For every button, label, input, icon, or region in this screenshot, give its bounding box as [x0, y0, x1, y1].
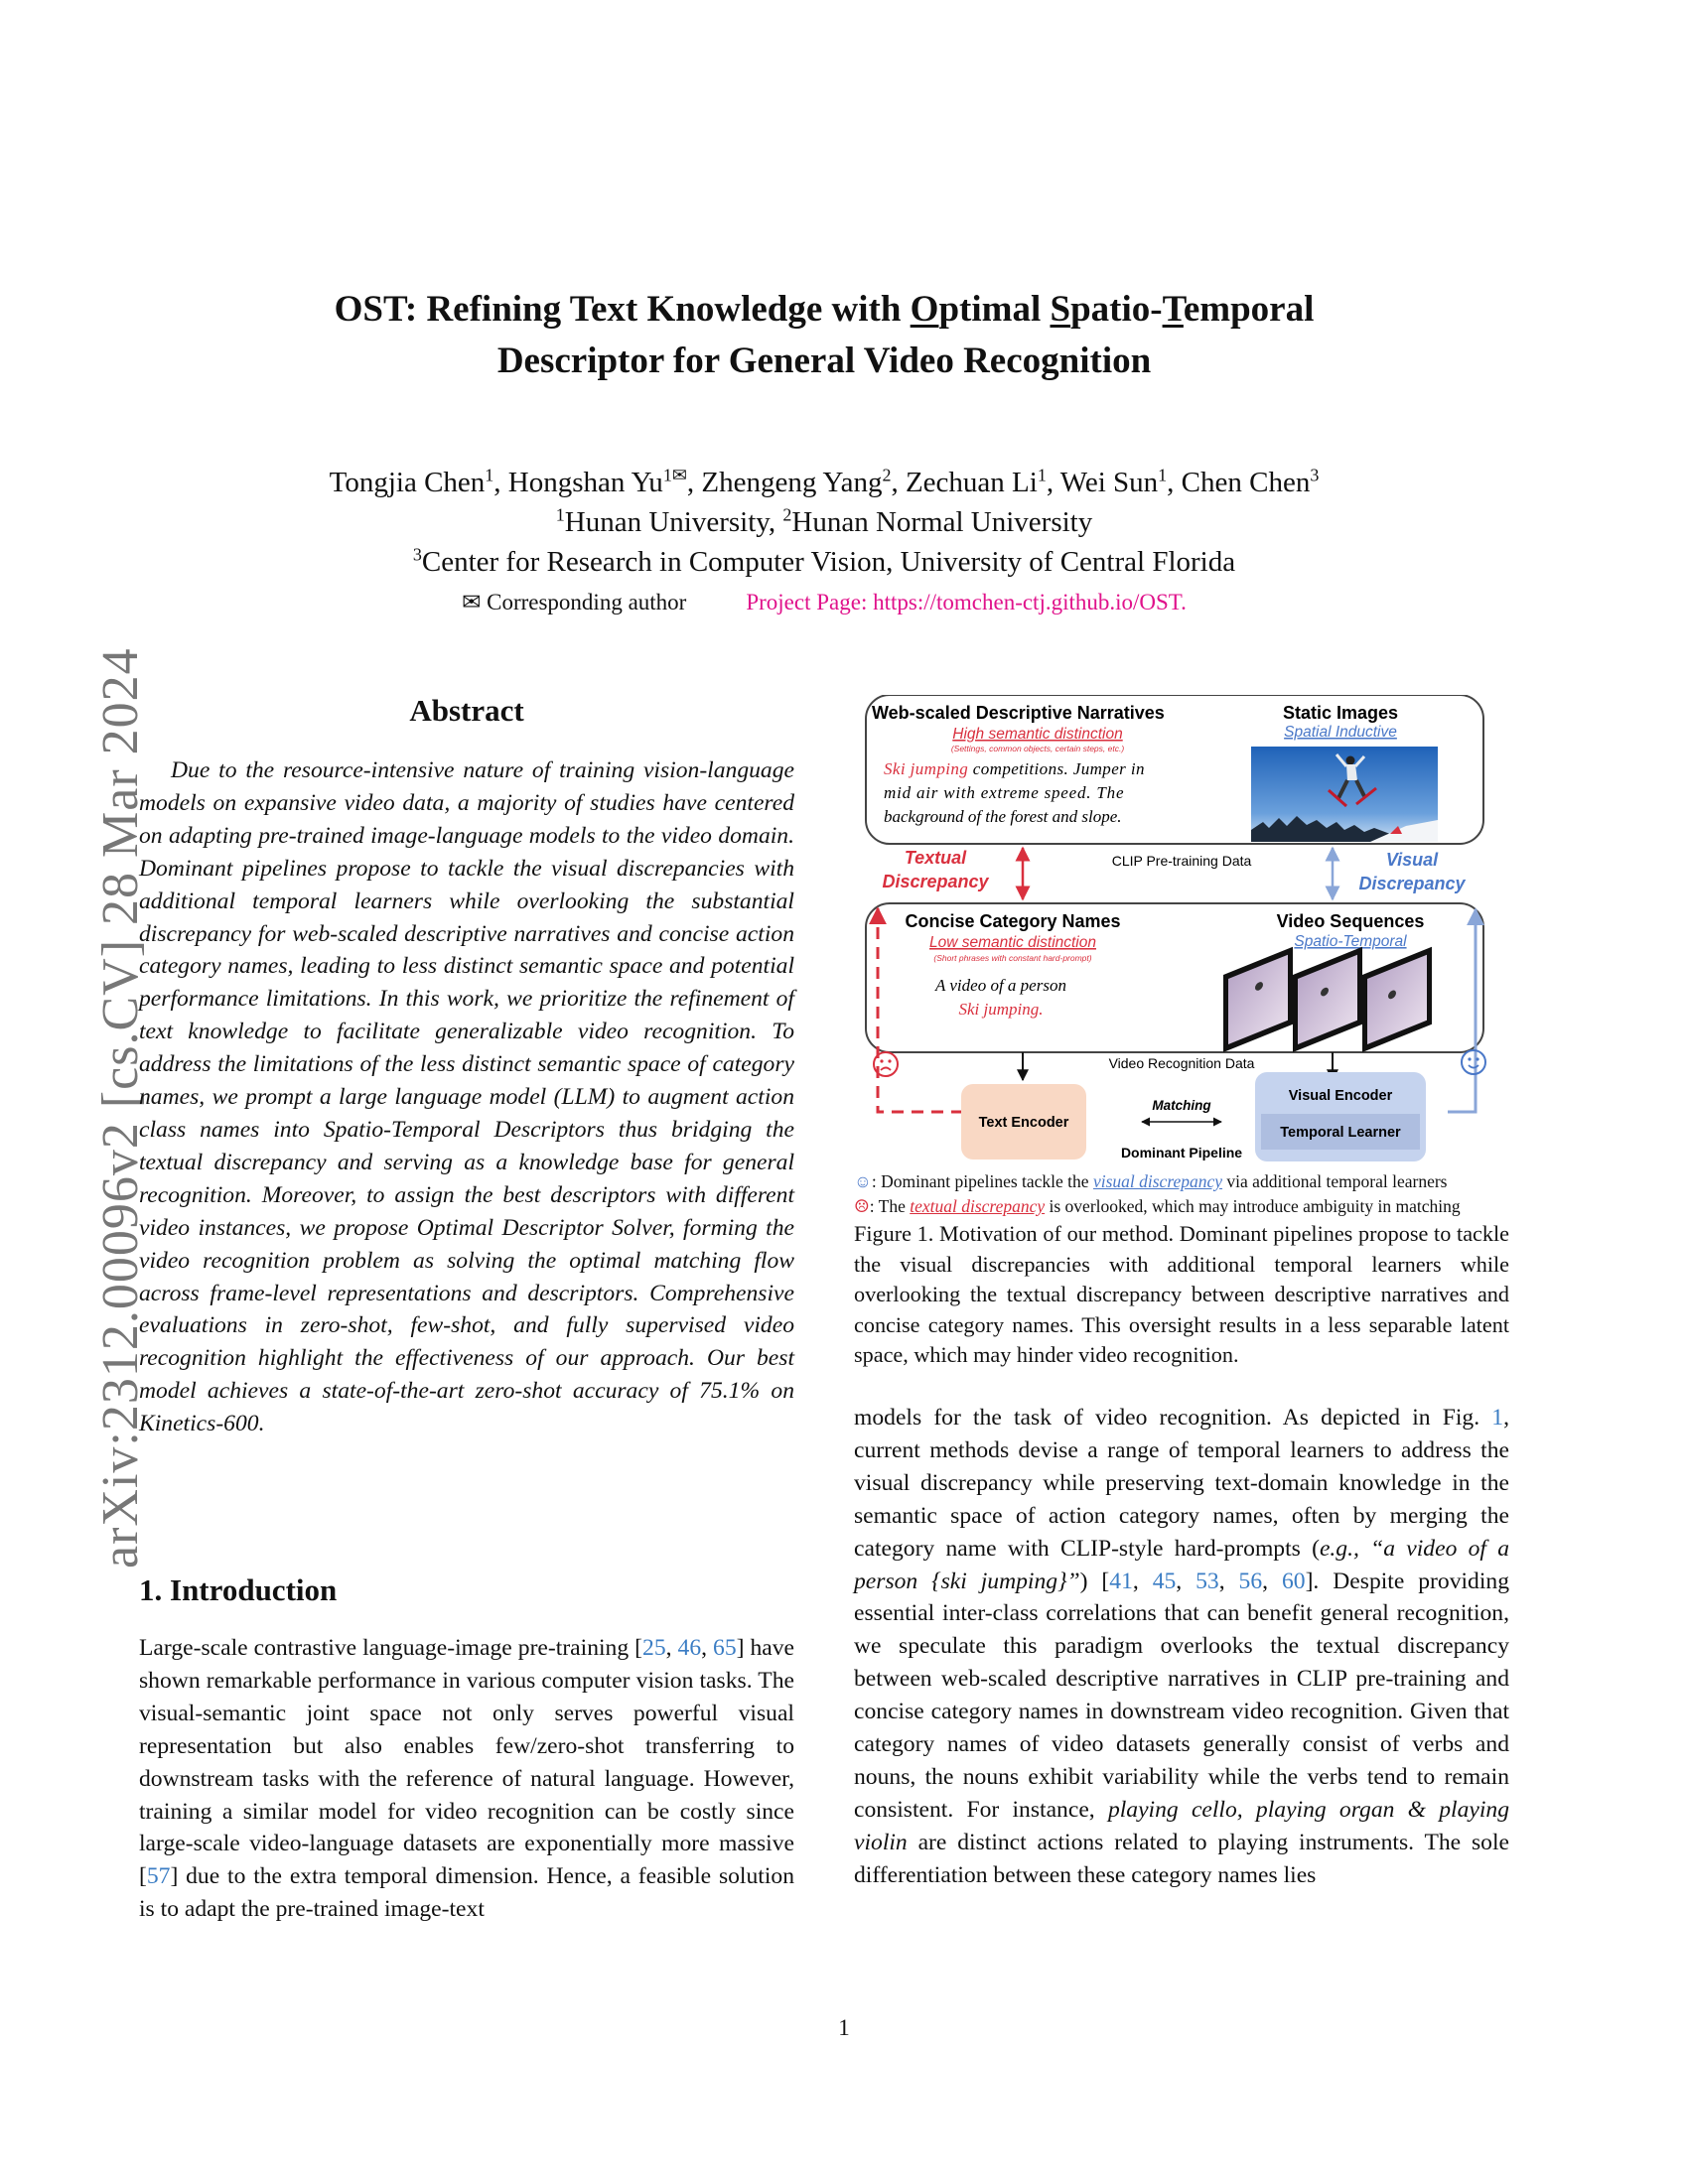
video-sequences-title: Video Sequences — [1276, 911, 1425, 931]
narratives-title: Web-scaled Descriptive Narratives — [872, 703, 1165, 723]
clip-data-label: CLIP Pre-training Data — [1111, 853, 1252, 869]
affiliation-text: Hunan University, — [564, 506, 783, 538]
example-prompt: e.g., “a video of a person {ski jumping}” — [854, 1535, 1509, 1594]
affiliation-text: Hunan Normal University — [791, 506, 1093, 538]
paper-title — [179, 284, 1470, 387]
author-name: Wei Sun — [1059, 467, 1159, 498]
title-part: emporal — [1183, 289, 1315, 330]
video-data-label: Video Recognition Data — [1108, 1055, 1255, 1071]
video-frame-2 — [1293, 947, 1362, 1052]
video-frame-1 — [1223, 947, 1293, 1052]
title-part: patio- — [1070, 289, 1163, 330]
title-underlined-s: S — [1050, 289, 1071, 330]
corresponding-author: ✉ Corresponding author — [462, 590, 687, 614]
ski-jump-photo — [1251, 747, 1438, 842]
author-name: Chen Chen — [1181, 467, 1311, 498]
legend-text: via additional temporal learners — [1222, 1171, 1448, 1191]
prompt-line-1: A video of a person — [935, 976, 1066, 995]
visual-discrepancy-label-1: Visual — [1385, 850, 1439, 870]
legend-visual-discrepancy: visual discrepancy — [1092, 1171, 1223, 1191]
author-list: Tongjia Chen$^1$, Hongshan $Yu^{1✉}$, Zhengeng Yang$^2$, Zechuan Li$^1$, Wei Sun$^1$, Chen Chen$^3$ — [329, 465, 1320, 498]
title-underlined-t: T — [1162, 289, 1184, 330]
figure-1-diagram — [854, 695, 1509, 1171]
citation-link[interactable]: 46 — [677, 1635, 702, 1661]
abstract-body — [139, 754, 794, 1440]
author-affiliation-mark: 3 — [1310, 465, 1320, 485]
author-affiliation-mark: 2 — [882, 465, 892, 485]
citation-link[interactable]: 25 — [642, 1635, 666, 1661]
sad-face-icon: ☹ — [854, 1196, 870, 1216]
author-name: Zhengeng Yang — [701, 467, 883, 498]
body-text: ]. Despite providing essential inter-class correlations that can benefit general recognition, we speculate this paradigm overlooks the textual discrepancy between web-scaled descriptive narratives in CLIP pre-training and concise category names in downstream video recognition. Given that category names of video datasets generally consist of verbs and nouns, the nouns exhibit variability while the verbs tend to remain consistent. For instance, — [854, 1568, 1509, 1823]
video-frames — [1223, 947, 1432, 1052]
affiliation-line-1 — [149, 502, 1499, 542]
happy-face-icon — [1462, 1050, 1485, 1074]
spatio-temporal-label: Spatio-Temporal — [1294, 933, 1407, 950]
body-text: are distinct actions related to playing instruments. The sole differentiation between these category names lies — [854, 1829, 1509, 1888]
example-actions: playing cello, playing organ & playing violin — [854, 1796, 1509, 1855]
legend-text: : Dominant pipelines tackle the — [871, 1171, 1093, 1191]
body-text: ] due to the extra temporal dimension. Hence, a feasible solution is to adapt the pre-trained image-text — [139, 1863, 794, 1923]
citation-link[interactable]: 57 — [146, 1863, 171, 1890]
project-page-link[interactable]: Project Page: https://tomchen-ctj.github.io/OST. — [746, 590, 1187, 614]
title-part: OST: Refining Text Knowledge with — [334, 289, 911, 330]
body-text: , current methods devise a range of temporal learners to address the visual discrepancy while preserving text-domain knowledge in the semantic space of action category names, often by merging the category name with CLIP-style hard-prompts ( — [854, 1405, 1509, 1562]
visual-feedback-arrow — [1448, 909, 1476, 1112]
low-distinction-label: Low semantic distinction — [929, 934, 1096, 951]
section-heading-introduction: 1. Introduction — [139, 1572, 338, 1607]
author-affiliation-mark: 1 — [1158, 465, 1168, 485]
arxiv-id: arXiv:2312.00096v2 [cs.CV] 28 Mar 2024 — [92, 647, 149, 1569]
dominant-pipeline-label: Dominant Pipeline — [1120, 1145, 1243, 1160]
textual-discrepancy-label-1: Textual — [904, 848, 967, 868]
prompt-line-2: Ski jumping. — [958, 1000, 1044, 1019]
legend-text: : The — [869, 1196, 911, 1216]
affiliation-text: Center for Research in Computer Vision, University of Central Florida — [421, 546, 1236, 578]
title-underlined-o: O — [910, 289, 939, 330]
author-block — [149, 463, 1499, 582]
affiliation-mark: 3 — [412, 544, 422, 565]
author-name: Zechuan Li — [905, 467, 1038, 498]
author-affiliation-mark: 1 — [485, 465, 494, 485]
citation-link[interactable]: 45 — [1152, 1568, 1177, 1594]
visual-discrepancy-label-2: Discrepancy — [1358, 874, 1466, 893]
citation-link[interactable]: 65 — [713, 1635, 737, 1661]
textual-discrepancy-label-2: Discrepancy — [882, 872, 989, 891]
category-names-note: (Short phrases with constant hard-prompt) — [933, 953, 1092, 963]
author-name: Hongshan Yu — [507, 467, 663, 498]
title-part: ptimal — [938, 289, 1051, 330]
body-text: ) [ — [1079, 1568, 1110, 1594]
intro-paragraph-right: models for the task of video recognition. As depicted in Fig. 1, current methods devise a range of temporal learners to address the visual discrepancy while preserving text-domain knowledge in the semantic space of action category names, often by merging the category name with CLIP-style hard-prompts (e.g., “a video of a person {ski jumping}”) [41, 45, 53, 56, 60]. Despite providing essential inter-class correlations that can benefit general recognition, we speculate this paradigm overlooks the textual discrepancy between web-scaled descriptive narratives in CLIP pre-training and concise category names in downstream video recognition. Given that category names of video datasets generally consist of verbs and nouns, the nouns exhibit variability while the verbs tend to remain consistent. For instance, playing cello, playing organ & playing violin are distinct actions related to playing instruments. The sole differentiation between these category names lies — [854, 1405, 1509, 1888]
body-text: models for the task of video recognition. As depicted in Fig. — [854, 1405, 1492, 1431]
page-number: 1 — [838, 2015, 850, 2040]
body-text: ] have shown remarkable performance in various computer vision tasks. The visual-semantic joint space not only serves powerful visual representation but also enables few/zero-shot transferring to downstream tasks with the reference of natural language. However, training a similar model for video recognition can be costly since large-scale video-language datasets are exponentially more massive [ — [139, 1635, 795, 1890]
citation-link[interactable]: 60 — [1281, 1568, 1306, 1594]
legend-textual-discrepancy: textual discrepancy — [910, 1196, 1046, 1216]
citation-link[interactable]: 53 — [1196, 1568, 1219, 1594]
figure-reference-link[interactable]: 1 — [1491, 1405, 1504, 1431]
citation-link[interactable]: 56 — [1238, 1568, 1263, 1594]
affiliation-mark: 2 — [782, 504, 792, 525]
legend-sad-line — [854, 1194, 1509, 1219]
narrative-rest: competitions. Jumper in — [968, 759, 1145, 778]
narrative-line-2: mid air with extreme speed. The — [884, 783, 1125, 802]
legend-happy-line — [854, 1169, 1509, 1194]
spatial-inductive-label: Spatial Inductive — [1284, 724, 1397, 741]
citation-link[interactable]: 41 — [1109, 1568, 1133, 1594]
temporal-learner-label: Temporal Learner — [1280, 1125, 1401, 1141]
author-affiliation-mark: 1 — [1037, 465, 1047, 485]
narrative-line-1 — [884, 759, 1145, 778]
author-affiliation-mark: 1✉ — [662, 465, 687, 485]
happy-face-icon: ☺ — [854, 1171, 872, 1191]
affiliation-mark: 1 — [555, 504, 565, 525]
arxiv-stamp — [52, 576, 149, 1569]
legend-text: is overlooked, which may introduce ambiguity in matching — [1045, 1196, 1461, 1216]
video-frame-3 — [1362, 947, 1432, 1052]
corresponding-line — [149, 588, 1499, 617]
figure-1-caption: Figure 1. Motivation of our method. Dominant pipelines propose to tackle the visual discrepancies with additional temporal learners while overlooking the textual discrepancy between descriptive narratives and concise category names. This oversight results in a less separable latent space, which may hinder video recognition. — [854, 1221, 1509, 1367]
narrative-line-3: background of the forest and slope. — [884, 807, 1122, 826]
intro-paragraph-left: Large-scale contrastive language-image pre-training [25, 46, 65] have shown remarkable performance in various computer vision tasks. The visual-semantic joint space not only serves powerful visual representation but also enables few/zero-shot transferring to downstream tasks with the reference of natural language. However, training a similar model for video recognition can be costly since large-scale video-language datasets are exponentially more massive [57] due to the extra temporal dimension. Hence, a feasible solution is to adapt the pre-trained image-text — [139, 1635, 795, 1923]
static-images-title: Static Images — [1282, 703, 1399, 723]
matching-label: Matching — [1152, 1098, 1211, 1113]
narrative-highlight: Ski jumping — [884, 759, 969, 778]
category-names-title: Concise Category Names — [905, 911, 1121, 931]
sad-face-icon — [874, 1052, 898, 1076]
body-text: Large-scale contrastive language-image pre-training [ — [139, 1635, 643, 1661]
affiliation-line-2 — [149, 542, 1499, 582]
abstract-text: Due to the resource-intensive nature of training vision-language models on expansive video data, a majority of studies have centered on adapting pre-trained image-language models to the video domain. Dominant pipelines propose to tackle the visual discrepancies with additional temporal learners while overlooking the substantial discrepancy for web-scaled descriptive narratives and concise action category names, leading to less distinct semantic space and potential performance limitations. In this work, we prioritize the refinement of text knowledge to facilitate generalizable video recognition. To address the limitations of the less distinct semantic space of category names, we prompt a large language model (LLM) to augment action class names into Spatio-Temporal Descriptors thus bridging the textual discrepancy and serving as a knowledge base for general recognition. Moreover, to assign the best descriptors with different video instances, we propose Optimal Descriptor Solver, forming the video recognition problem as solving the optimal matching flow across frame-level representations and descriptors. Comprehensive evaluations in zero-shot, few-shot, and fully supervised video recognition highlight the effectiveness of our approach. Our best model achieves a state-of-the-art zero-shot accuracy of 75.1% on Kinetics-600. — [139, 757, 794, 1437]
high-distinction-label: High semantic distinction — [952, 726, 1123, 743]
narratives-note: (Settings, common objects, certain steps, etc.) — [950, 744, 1125, 753]
abstract-heading: Abstract — [409, 693, 524, 728]
title-line-2: Descriptor for General Video Recognition — [496, 341, 1152, 381]
author-name: Tongjia Chen — [329, 467, 486, 498]
visual-encoder-label: Visual Encoder — [1288, 1088, 1393, 1104]
text-encoder-label: Text Encoder — [978, 1115, 1069, 1131]
figure-legend — [854, 1169, 1509, 1219]
